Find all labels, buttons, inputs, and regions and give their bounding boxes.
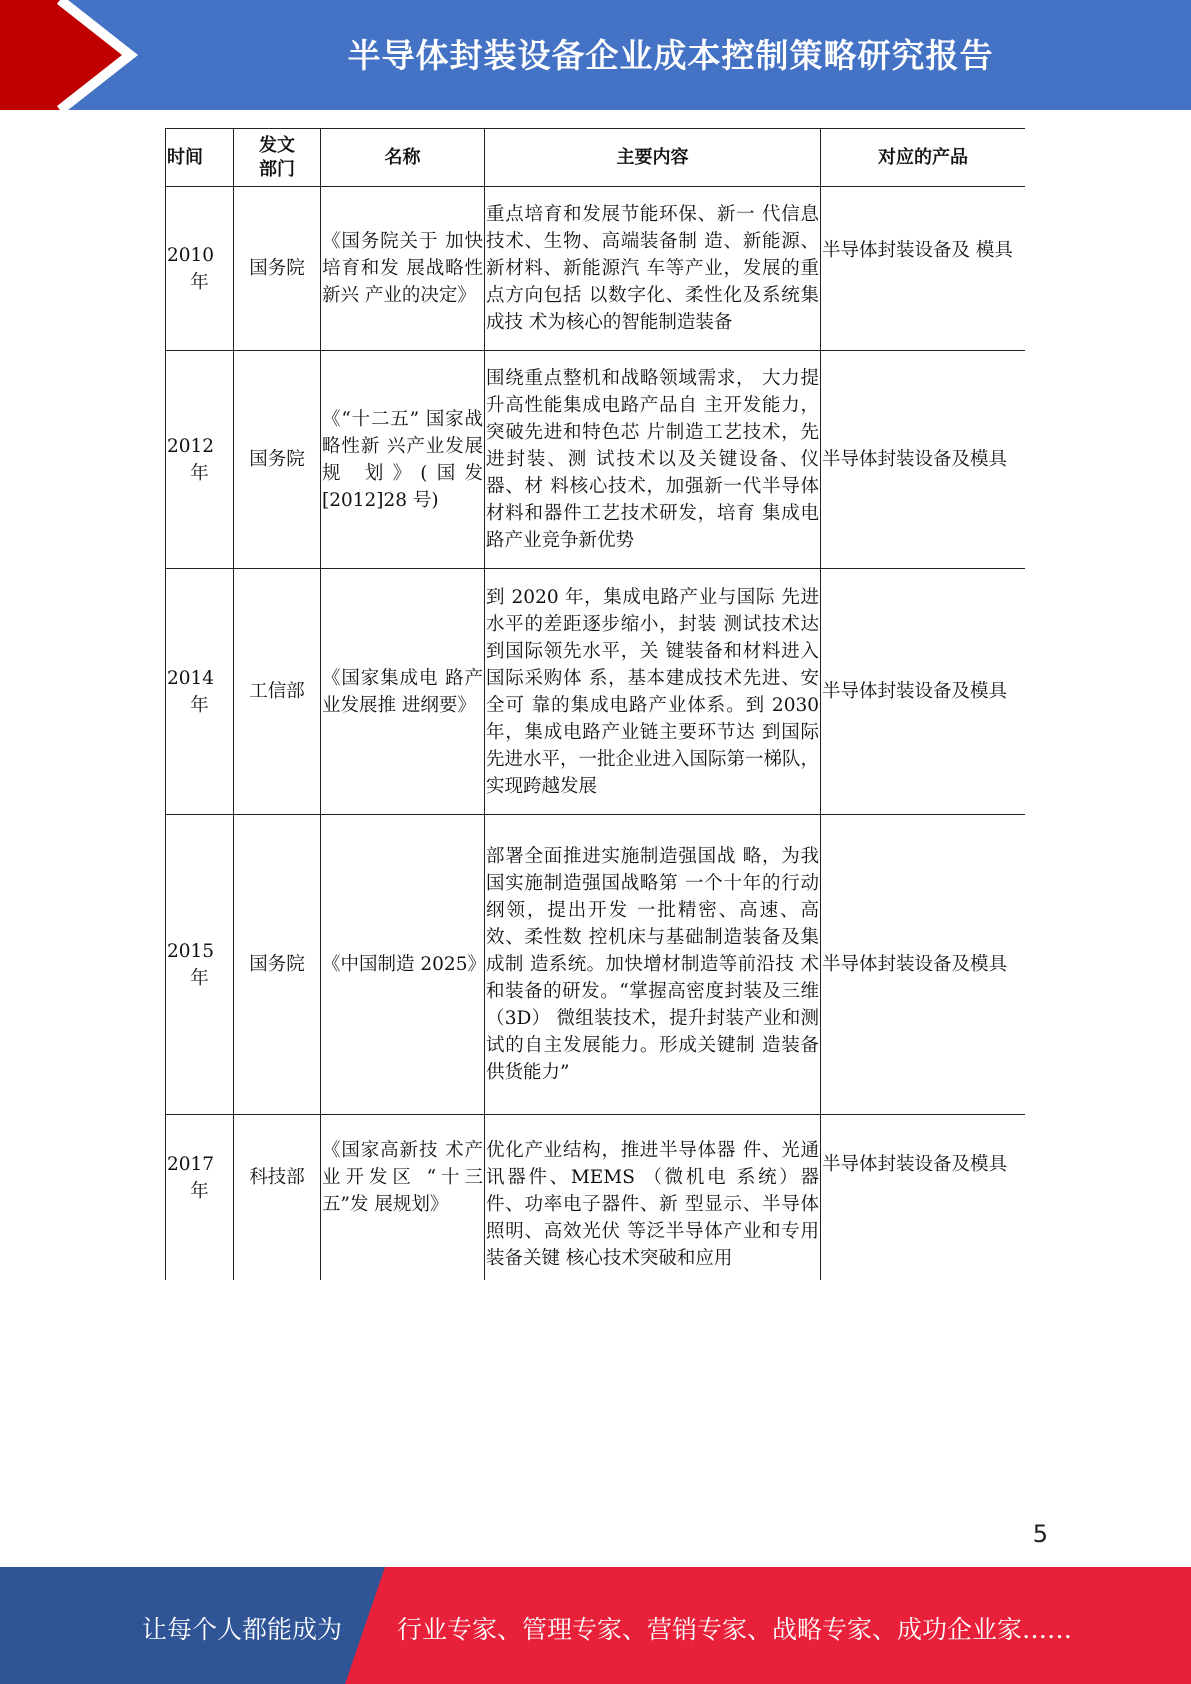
name-cell: 《国务院关于 加快培育和发 展战略性新兴 产业的决定》 xyxy=(321,187,485,351)
content-cell: 优化产业结构，推进半导体器 件、光通讯器件、MEMS （微机电 系统）器件、功率电子器件、新 型显示、半导体照明、高效光伏 等泛半导体产业和专用装备关键 核心技术突破和应用 xyxy=(485,1115,821,1281)
product-cell: 半导体封装设备及模具 xyxy=(821,1115,1026,1281)
dept-cell: 工信部 xyxy=(234,569,321,815)
page-number: 5 xyxy=(1032,1520,1048,1548)
product-cell: 半导体封装设备及模具 xyxy=(821,351,1026,569)
column-header-name: 名称 xyxy=(321,129,485,187)
time-cell: 2017 年 xyxy=(166,1115,234,1281)
dept-cell: 国务院 xyxy=(234,815,321,1115)
footer-slogan-right: 行业专家、管理专家、营销专家、战略专家、成功企业家…… xyxy=(397,1615,1073,1644)
content-cell: 围绕重点整机和战略领域需求， 大力提升高性能集成电路产品自 主开发能力，突破先进和特色芯 片制造工艺技术，先进封装、测 试技术以及关键设备、仪器、材 料核心技术，加强新一代半导体 材料和器件工艺技术研发，培育 集成电路产业竞争新优势 xyxy=(485,351,821,569)
product-cell: 半导体封装设备及模具 xyxy=(821,569,1026,815)
policy-table-container xyxy=(165,128,1025,1280)
table-row xyxy=(166,187,1026,351)
table-row xyxy=(166,351,1026,569)
time-cell: 2012 年 xyxy=(166,351,234,569)
time-cell: 2010 年 xyxy=(166,187,234,351)
dept-cell: 国务院 xyxy=(234,187,321,351)
header-arrow-decoration xyxy=(0,0,160,110)
name-cell: 《中国制造 2025》 xyxy=(321,815,485,1115)
name-cell: 《国家高新技 术产业开发区 “十三五”发 展规划》 xyxy=(321,1115,485,1281)
time-cell: 2015 年 xyxy=(166,815,234,1115)
report-title: 半导体封装设备企业成本控制策略研究报告 xyxy=(347,36,994,75)
table-row xyxy=(166,1115,1026,1281)
column-header-time: 时间 xyxy=(166,129,234,187)
table-row xyxy=(166,815,1026,1115)
footer-slogan-left: 让每个人都能成为 xyxy=(142,1615,343,1644)
content-cell: 到 2020 年，集成电路产业与国际 先进水平的差距逐步缩小，封装 测试技术达到国际领先水平，关 键装备和材料进入国际采购体 系，基本建成技术先进、安全可 靠的集成电路产业体系。到 2030 年，集成电路产业链主要环节达 到国际先进水平，一批企业进入国际第一梯队，实现跨越发展 xyxy=(485,569,821,815)
name-cell: 《国家集成电 路产业发展推 进纲要》 xyxy=(321,569,485,815)
table-header-row xyxy=(166,129,1026,187)
time-cell: 2014 年 xyxy=(166,569,234,815)
name-cell: 《“十二五” 国家战略性新 兴产业发展规 划》(国发 [2012]28 号) xyxy=(321,351,485,569)
content-cell: 重点培育和发展节能环保、新一 代信息技术、生物、高端装备制 造、新能源、新材料、新能源汽 车等产业，发展的重点方向包括 以数字化、柔性化及系统集成技 术为核心的智能制造装备 xyxy=(485,187,821,351)
table-row xyxy=(166,569,1026,815)
header-band xyxy=(0,0,1191,110)
content-cell: 部署全面推进实施制造强国战 略，为我国实施制造强国战略第 一个十年的行动纲领，提出开发 一批精密、高速、高效、柔性数 控机床与基础制造装备及集成制 造系统。加快增材制造等前沿技 术和装备的研发。“掌握高密度封装及三维（3D） 微组装技术，提升封装产业和测 试的自主发展能力。形成关键制 造装备供货能力” xyxy=(485,815,821,1115)
footer-band xyxy=(0,1567,1191,1684)
product-cell: 半导体封装设备及 模具 xyxy=(821,187,1026,351)
column-header-dept: 发文部门 xyxy=(234,129,321,187)
product-cell: 半导体封装设备及模具 xyxy=(821,815,1026,1115)
column-header-product: 对应的产品 xyxy=(821,129,1026,187)
dept-cell: 国务院 xyxy=(234,351,321,569)
dept-cell: 科技部 xyxy=(234,1115,321,1281)
policy-table xyxy=(165,128,1025,1280)
column-header-content: 主要内容 xyxy=(485,129,821,187)
